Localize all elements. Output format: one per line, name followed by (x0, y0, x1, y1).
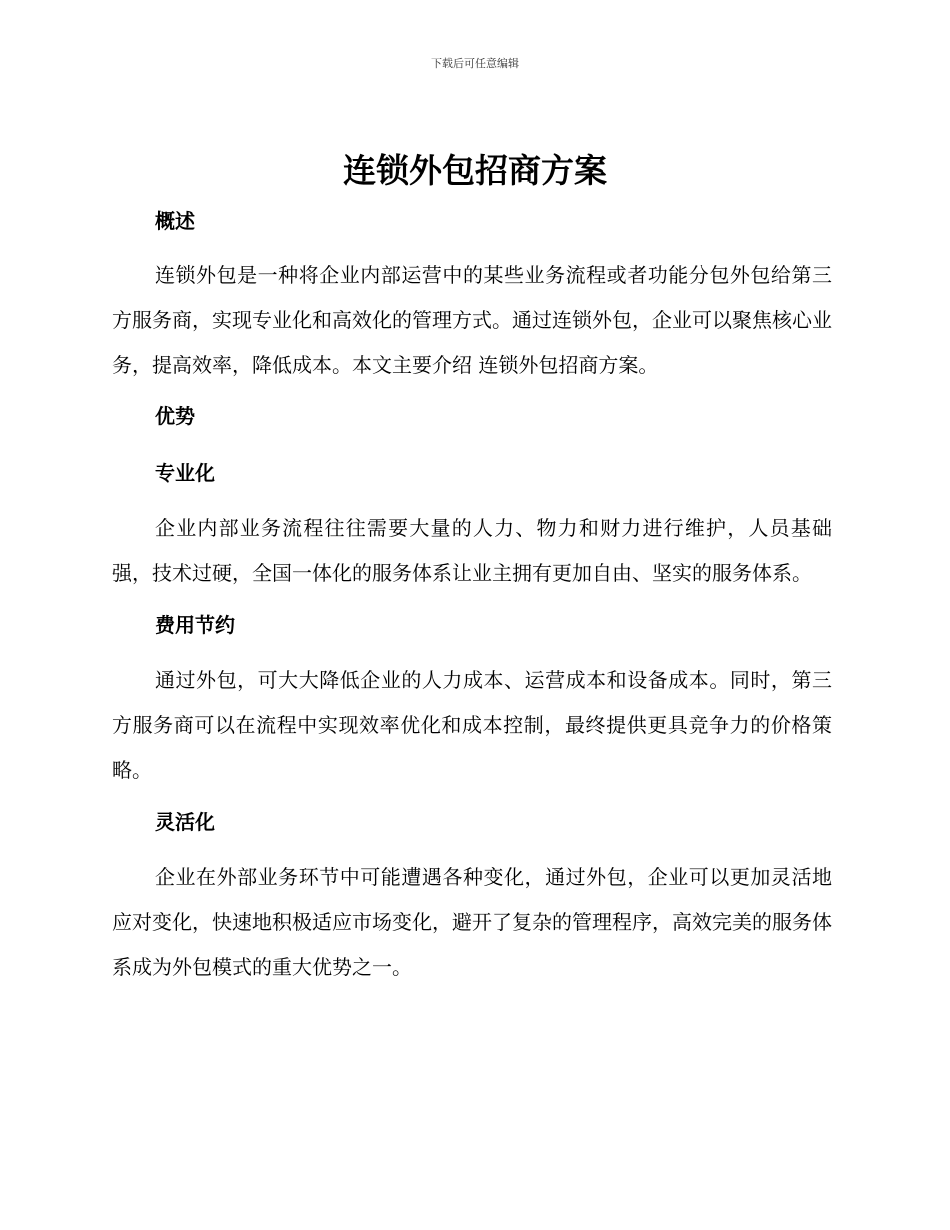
section-heading-overview: 概述 (155, 209, 195, 233)
section-heading-advantage: 优势 (155, 404, 195, 428)
section-paragraph-overview: 连锁外包是一种将企业内部运营中的某些业务流程或者功能分包外包给第三方服务商，实现专业化和高效化的管理方式。通过连锁外包，企业可以聚焦核心业务，提高效率，降低成本。本文主要介绍 连锁外包招商方案。 (112, 263, 832, 377)
section-paragraph-cost-saving: 通过外包，可大大降低企业的人力成本、运营成本和设备成本。同时，第三方服务商可以在流程中实现效率优化和成本控制，最终提供更具竞争力的价格策略。 (112, 668, 832, 782)
section-heading-flexibility: 灵活化 (155, 810, 215, 834)
section-heading-specialization: 专业化 (155, 461, 215, 485)
header-note: 下载后可任意编辑 (431, 57, 519, 70)
document-title: 连锁外包招商方案 (343, 151, 607, 190)
section-paragraph-flexibility: 企业在外部业务环节中可能遭遇各种变化，通过外包，企业可以更加灵活地应对变化，快速地积极适应市场变化，避开了复杂的管理程序，高效完美的服务体系成为外包模式的重大优势之一。 (112, 865, 832, 979)
document-body (112, 200, 832, 990)
section-heading-cost-saving: 费用节约 (155, 613, 235, 637)
section-paragraph-specialization: 企业内部业务流程往往需要大量的人力、物力和财力进行维护，人员基础强，技术过硬，全国一体化的服务体系让业主拥有更加自由、坚实的服务体系。 (112, 516, 832, 585)
